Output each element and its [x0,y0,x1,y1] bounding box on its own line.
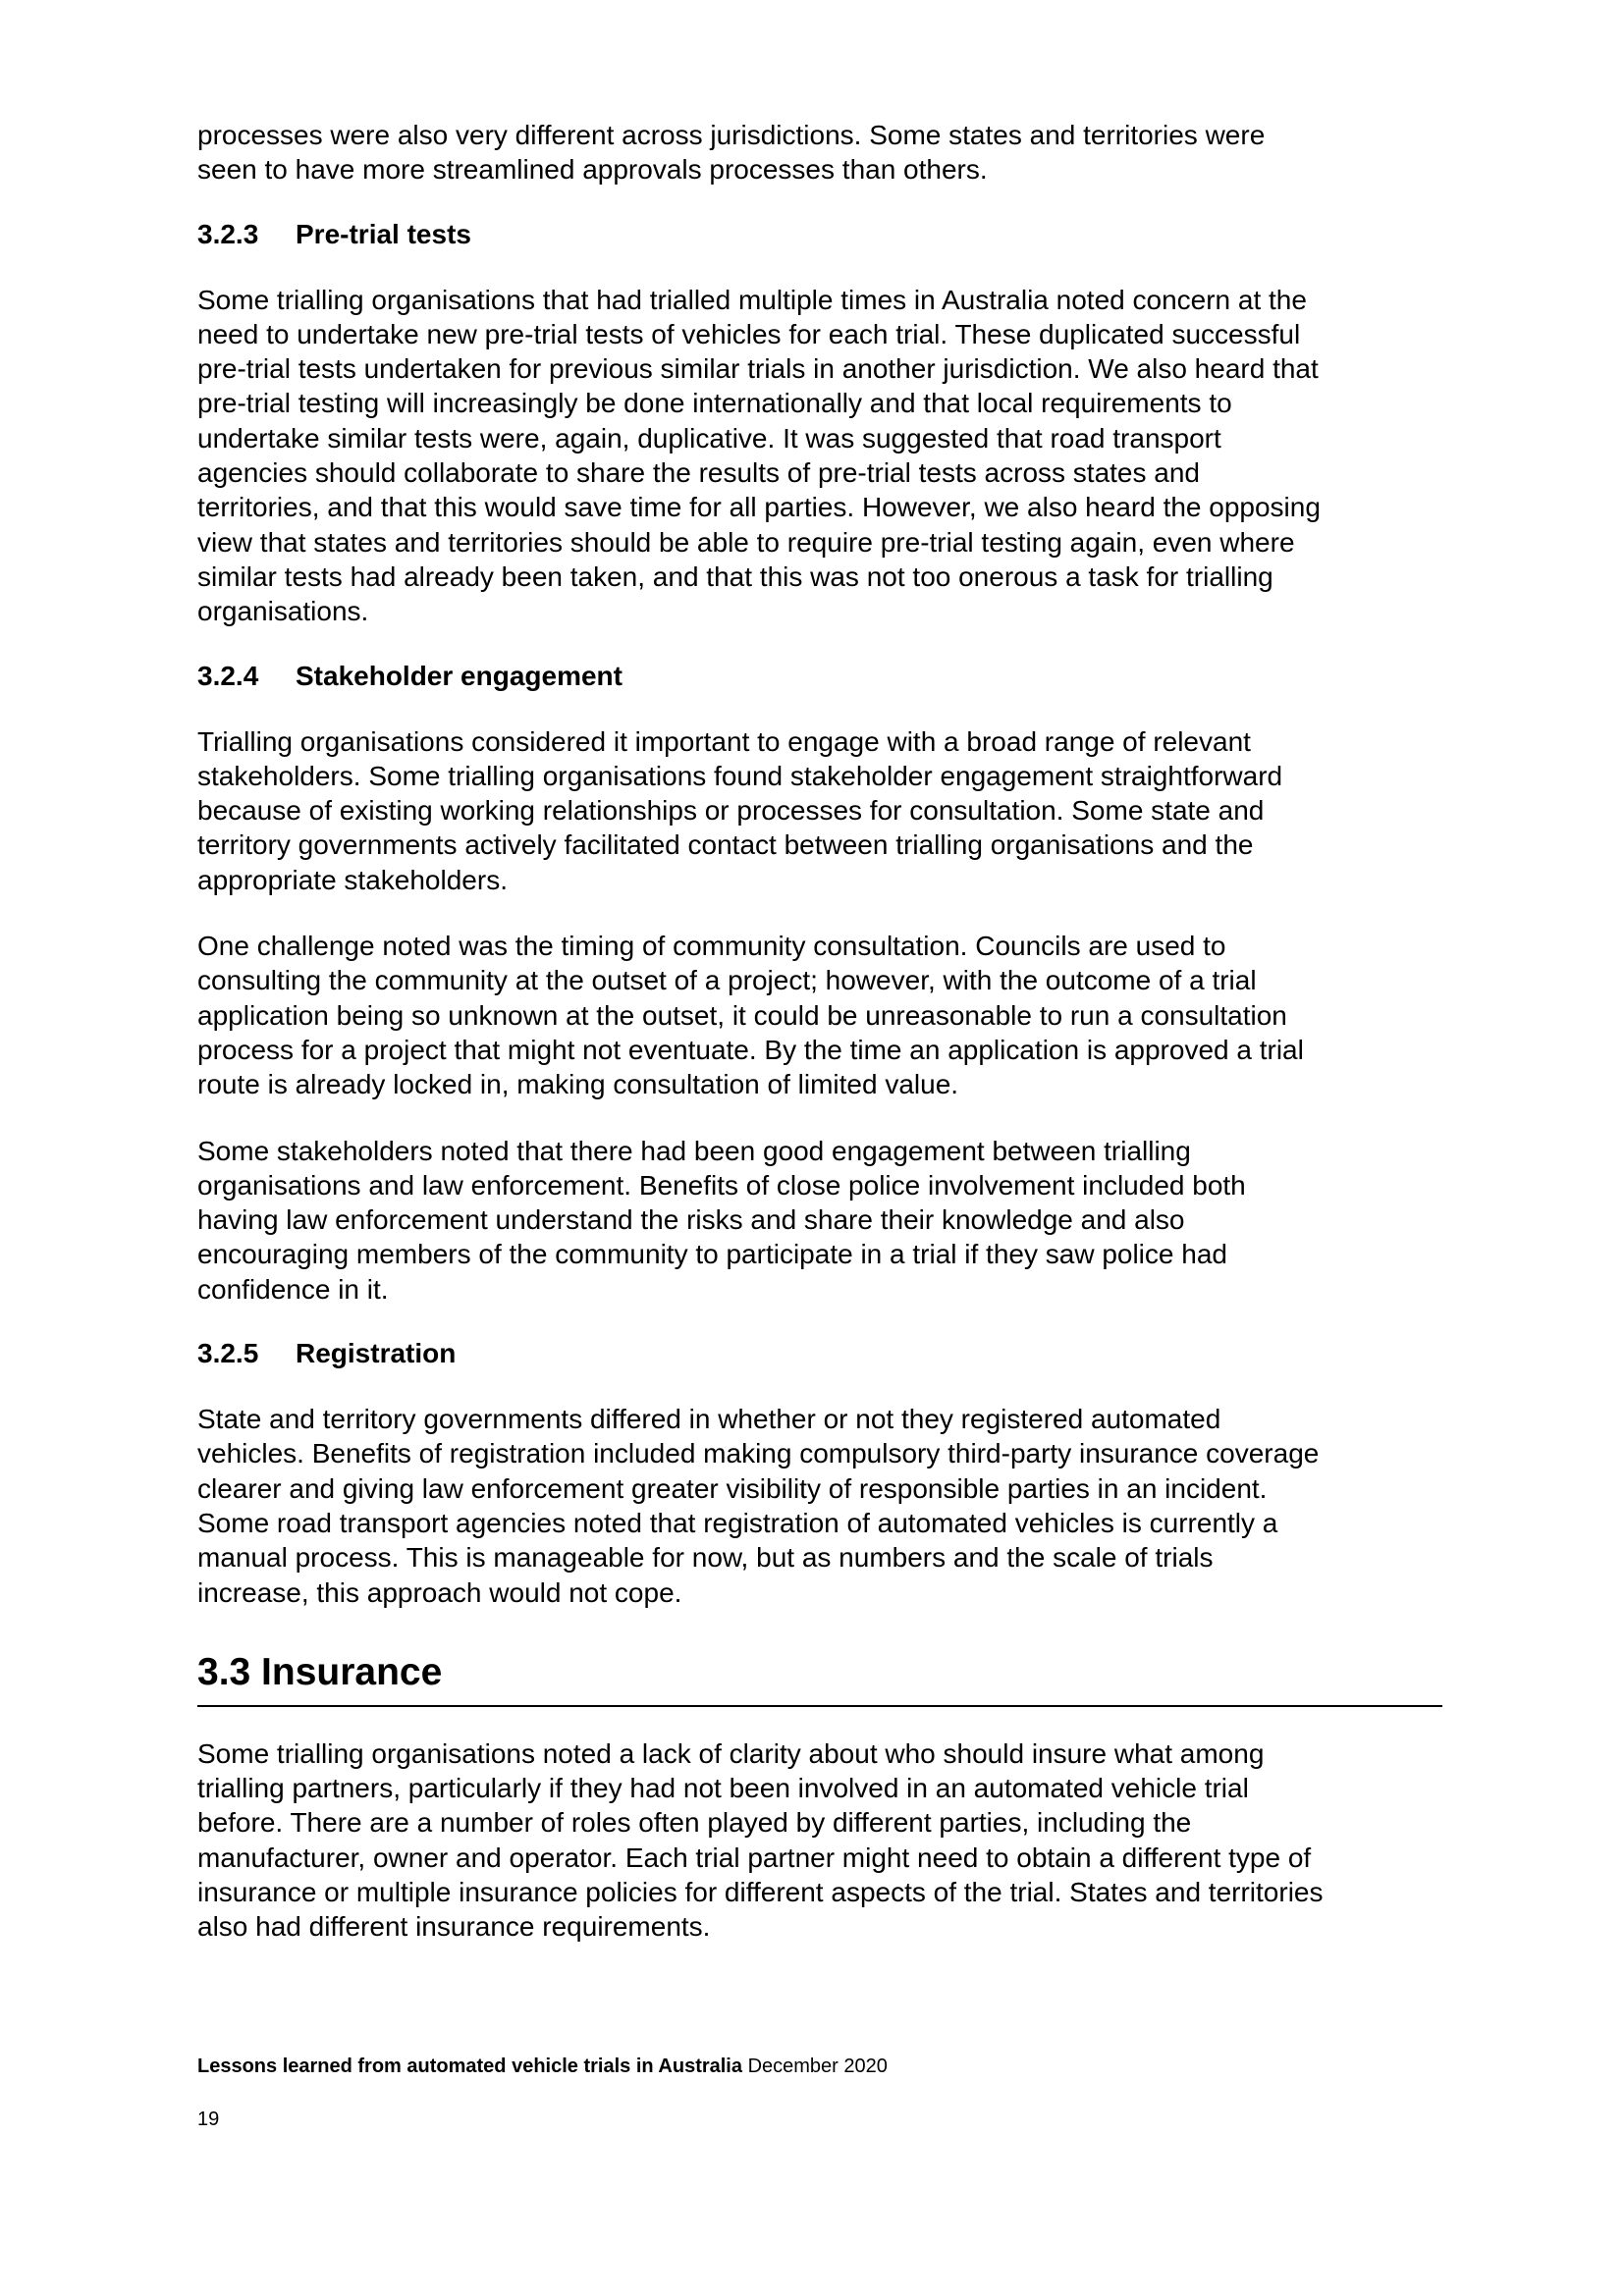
page-footer [197,2054,888,2079]
stakeholder-paragraph-1: Trialling organisations considered it important to engage with a broad range of relevant stakeholders. Some trialling organisations found stakeholder engagement straightforward because of existing working relationships or processes for consultation. Some state and territory governments actively facilitated contact between trialling organisations and the appropriate stakeholders. [197,725,1283,895]
stakeholder-paragraph-3: Some stakeholders noted that there had been good engagement between trialling organisations and law enforcement. Benefits of close police involvement included both having law enforcement understand the risks and share their knowledge and also encouraging members of the community to participate in a trial if they saw police had confidence in it. [197,1135,1246,1305]
footer-date: December 2020 [747,2056,888,2077]
heading-number: 3.2.3 [197,218,259,249]
heading-3-2-5 [197,1336,1442,1370]
insurance-paragraph: Some trialling organisations noted a lack of clarity about who should insure what among trialling partners, particularly if they had not been involved in an automated vehicle trial before. There are a number of roles often played by different parties, including the manufacturer, owner and operator. Each trial partner might need to obtain a different type of insurance or multiple insurance policies for different aspects of the trial. States and territories also had different insurance requirements. [197,1737,1324,1943]
document-page [197,118,1442,1945]
heading-title: Pre-trial tests [296,218,471,249]
heading-title: Registration [296,1338,457,1369]
intro-paragraph: processes were also very different across jurisdictions. Some states and territories were seen to have more streamlined approvals processes than others. [197,120,1266,186]
stakeholder-paragraph-2: One challenge noted was the timing of community consultation. Councils are used to consulting the community at the outset of a project; however, with the outcome of a trial application being so unknown at the outset, it could be unreasonable to run a consultation process for a project that might not eventuate. By the time an application is approved a trial route is already locked in, making consultation of limited value. [197,931,1304,1100]
heading-3-2-4 [197,659,1442,693]
heading-title: Stakeholder engagement [296,660,623,691]
page-number: 19 [197,2109,220,2130]
heading-3-2-3 [197,217,1442,251]
footer-document-title: Lessons learned from automated vehicle trials in Australia [197,2056,742,2077]
heading-number: 3.2.5 [197,1338,259,1369]
pre-trial-tests-paragraph: Some trialling organisations that had trialled multiple times in Australia noted concern at the need to undertake new pre-trial tests of vehicles for each trial. These duplicated successful pre-trial tests undertaken for previous similar trials in another jurisdiction. We also heard that pre-trial testing will increasingly be done internationally and that local requirements to undertake similar tests were, again, duplicative. It was suggested that road transport agencies should collaborate to share the results of pre-trial tests across states and territories, and that this would save time for all parties. However, we also heard the opposing view that states and territories should be able to require pre-trial testing again, even where similar tests had already been taken, and that this was not too onerous a task for trialling organisations. [197,284,1321,627]
heading-number: 3.2.4 [197,660,259,691]
registration-paragraph: State and territory governments differed in whether or not they registered automated vehicles. Benefits of registration included making compulsory third-party insurance coverage clearer and giving law enforcement greater visibility of responsible parties in an incident. Some road transport agencies noted that registration of automated vehicles is currently a manual process. This is manageable for now, but as numbers and the scale of trials increase, this approach would not cope. [197,1404,1320,1608]
heading-3-3-insurance: 3.3 Insurance [197,1649,1442,1707]
